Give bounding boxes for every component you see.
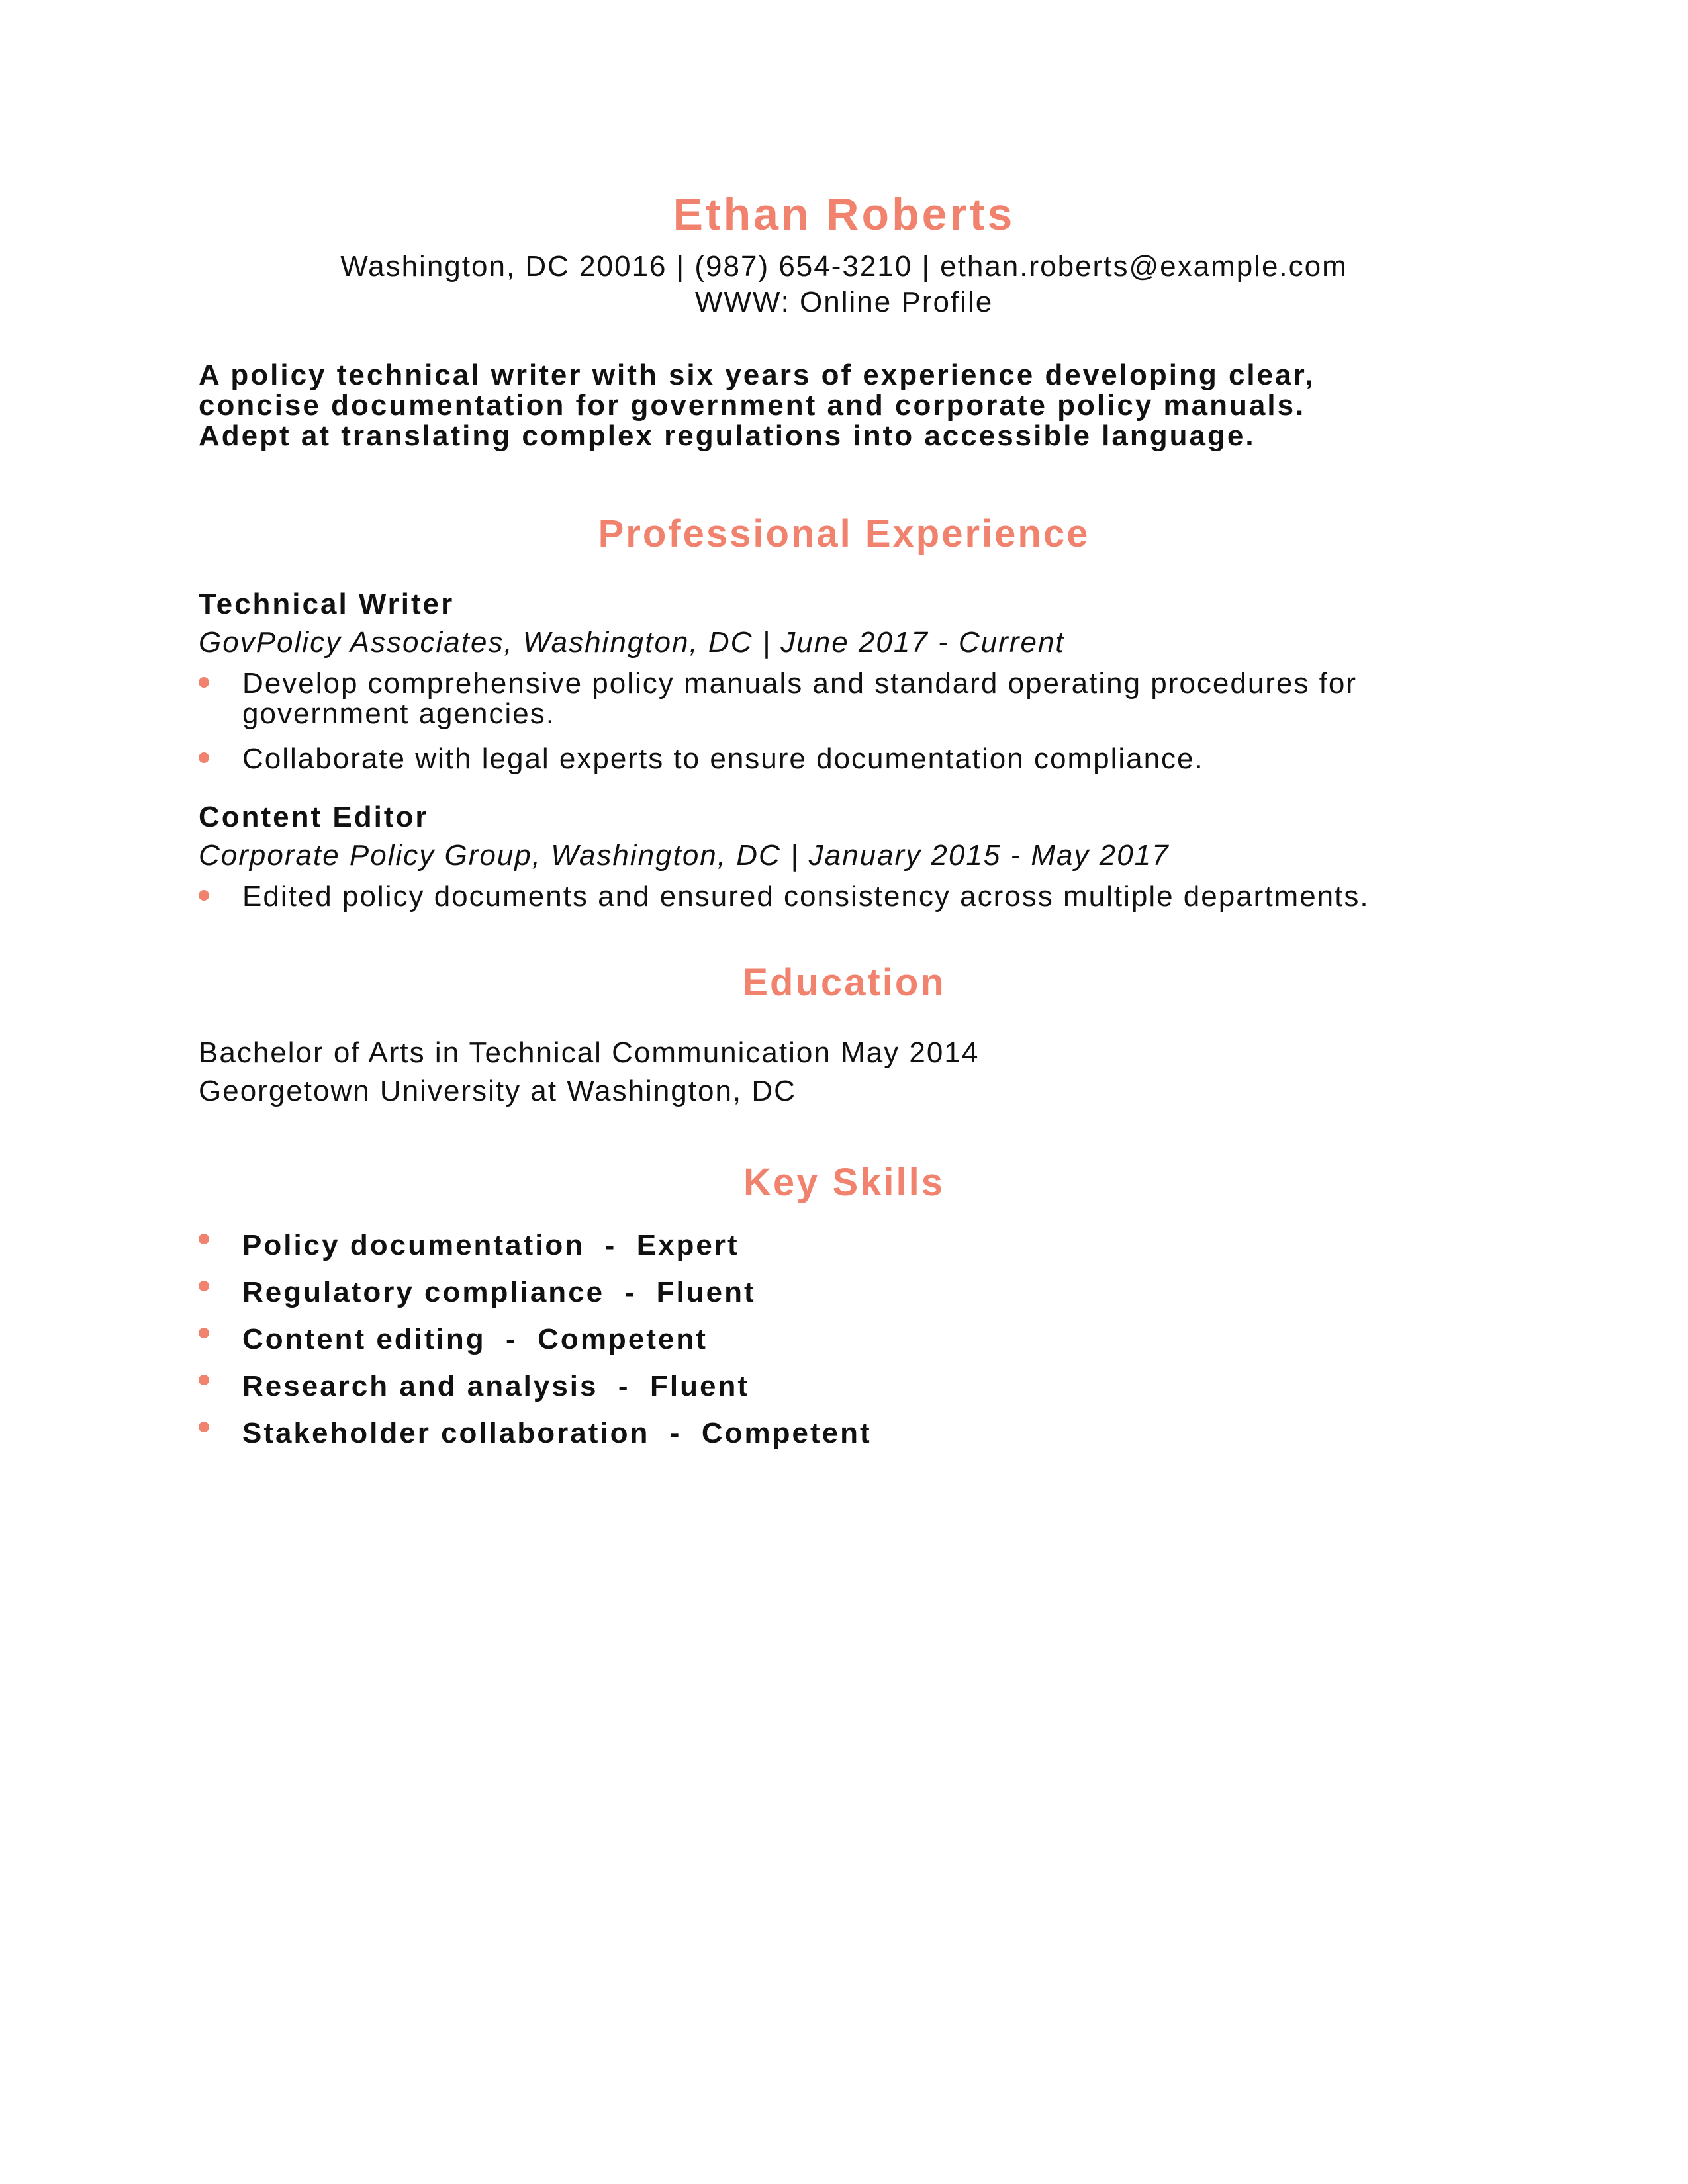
job-title: Content Editor <box>199 801 429 833</box>
job-duties <box>199 882 1489 912</box>
bullet-dot-icon <box>199 1234 209 1244</box>
experience-section <box>199 512 1489 913</box>
job-employer-dates: GovPolicy Associates, Washington, DC | June 2017 - Current <box>199 626 1065 659</box>
skill-text: Regulatory compliance - Fluent <box>242 1276 756 1308</box>
bullet-dot-icon <box>199 1422 209 1432</box>
job-employer-dates: Corporate Policy Group, Washington, DC | January 2015 - May 2017 <box>199 839 1170 872</box>
job-entry <box>199 801 1489 912</box>
professional-summary <box>199 360 1489 451</box>
skill-text: Stakeholder collaboration - Competent <box>242 1417 872 1449</box>
education-heading: Education <box>742 961 946 1004</box>
bullet-dot-icon <box>199 677 209 688</box>
job-title: Technical Writer <box>199 588 455 620</box>
contact-info <box>199 249 1489 320</box>
bullet-dot-icon <box>199 1281 209 1291</box>
skills-heading: Key Skills <box>743 1161 945 1204</box>
job-duty <box>199 744 1489 774</box>
summary-line: A policy technical writer with six years of experience developing clear, <box>199 359 1315 391</box>
skill-text: Research and analysis - Fluent <box>242 1370 750 1402</box>
job-duty-text: Collaborate with legal experts to ensure documentation compliance. <box>242 743 1204 775</box>
job-duty <box>199 882 1489 912</box>
skill-item <box>199 1269 1489 1316</box>
education-entry <box>199 1034 1489 1111</box>
skill-item <box>199 1222 1489 1269</box>
bullet-dot-icon <box>199 752 209 763</box>
bullet-dot-icon <box>199 890 209 901</box>
skill-item <box>199 1410 1489 1457</box>
skill-item <box>199 1363 1489 1410</box>
resume-header <box>199 189 1489 320</box>
job-duties <box>199 668 1489 774</box>
experience-heading: Professional Experience <box>598 512 1090 555</box>
summary-line: Adept at translating complex regulations into accessible language. <box>199 420 1256 452</box>
resume-page <box>199 189 1489 1457</box>
skill-item <box>199 1316 1489 1363</box>
job-duty <box>199 668 1489 729</box>
bullet-dot-icon <box>199 1375 209 1385</box>
candidate-name: Ethan Roberts <box>673 189 1015 240</box>
summary-line: concise documentation for government and corporate policy manuals. <box>199 389 1306 422</box>
skills-list <box>199 1222 1489 1457</box>
skill-text: Policy documentation - Expert <box>242 1229 739 1261</box>
contact-line: Washington, DC 20016 | (987) 654-3210 | ethan.roberts@example.com <box>340 250 1348 283</box>
degree-line: Bachelor of Arts in Technical Communication May 2014 <box>199 1036 980 1069</box>
web-profile-line: WWW: Online Profile <box>694 286 994 318</box>
school-line: Georgetown University at Washington, DC <box>199 1075 796 1107</box>
education-section <box>199 961 1489 1111</box>
bullet-dot-icon <box>199 1328 209 1338</box>
skills-section <box>199 1163 1489 1457</box>
job-entry <box>199 588 1489 774</box>
skill-text: Content editing - Competent <box>242 1323 708 1355</box>
job-duty-text: Develop comprehensive policy manuals and standard operating procedures for government agencies. <box>242 667 1358 730</box>
job-duty-text: Edited policy documents and ensured consistency across multiple departments. <box>242 880 1370 913</box>
